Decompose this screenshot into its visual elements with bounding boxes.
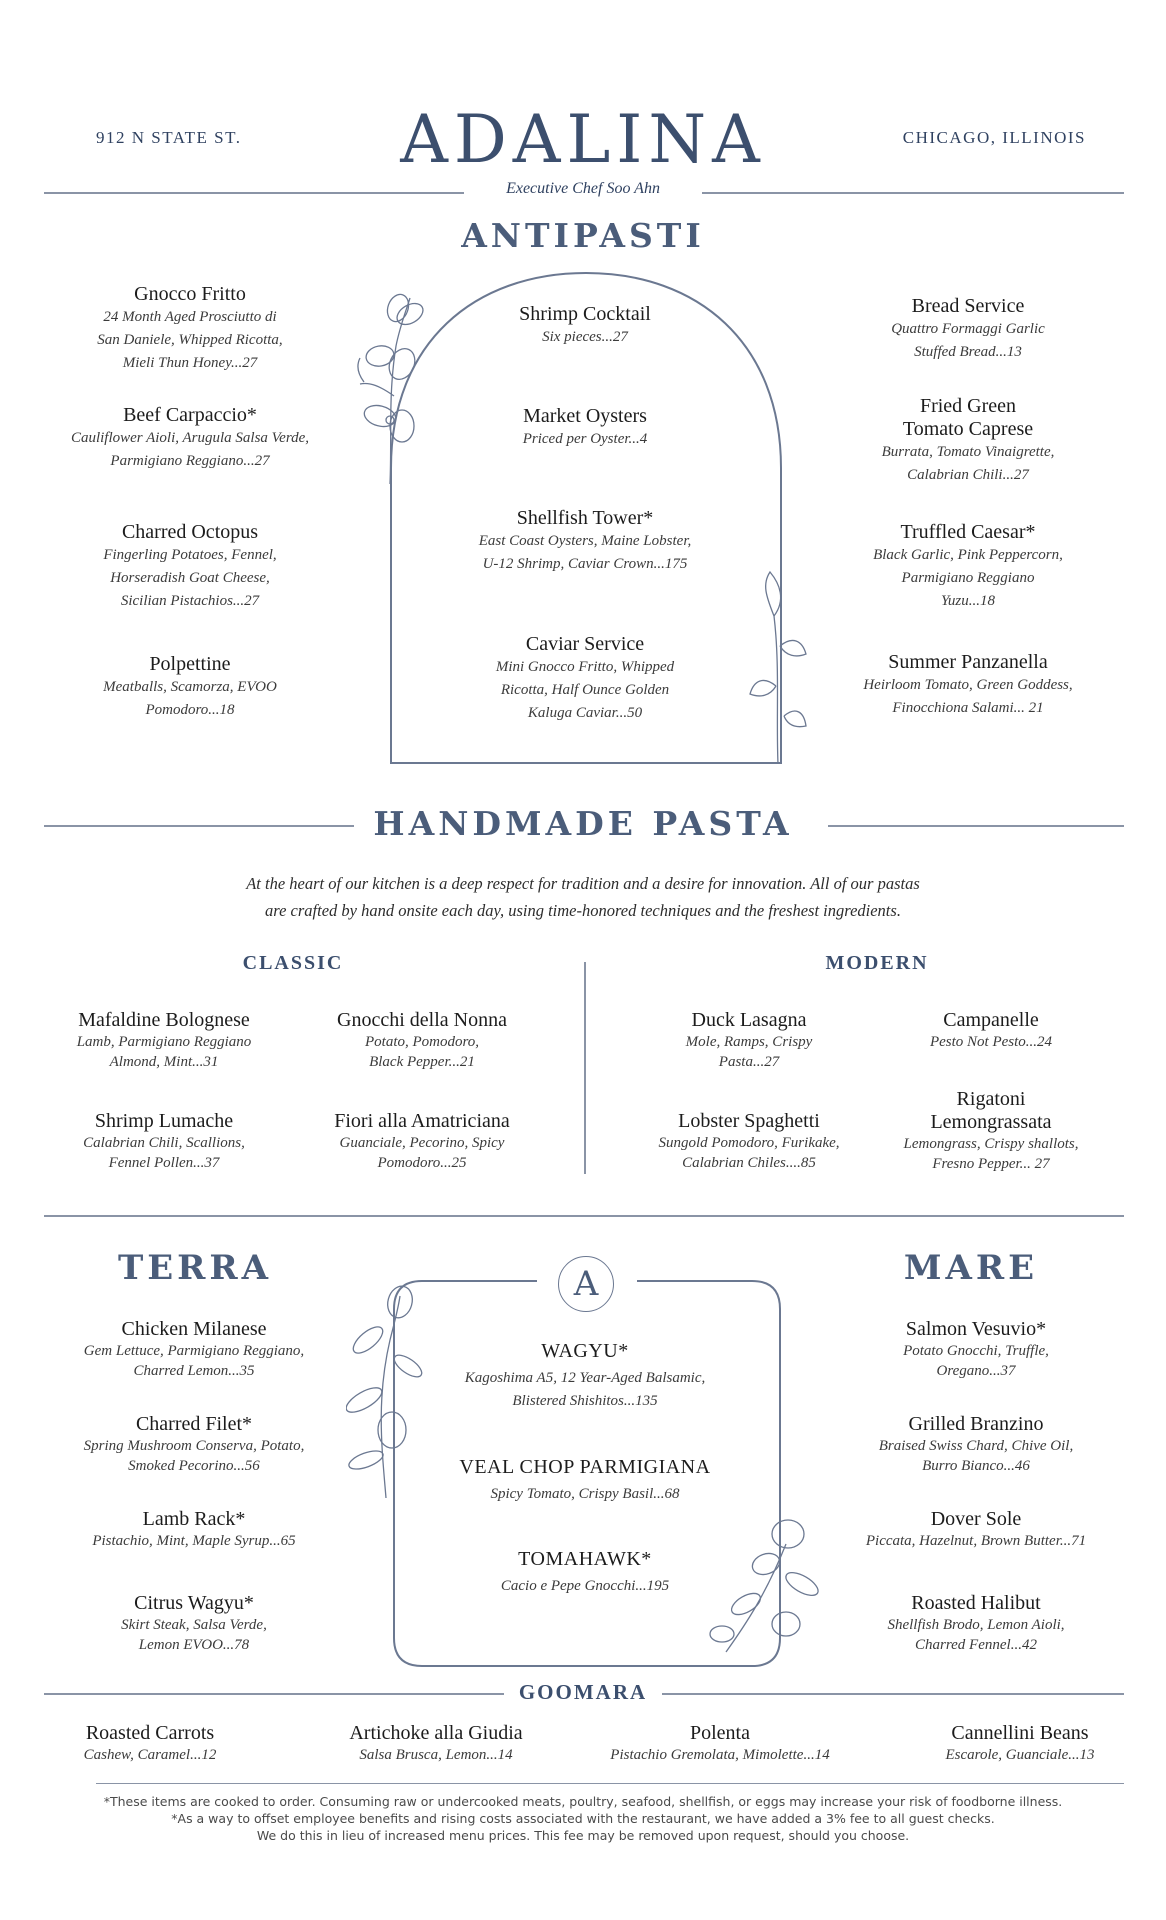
item-name: Gnocco Fritto [134,283,246,305]
menu-item-salmon-vesuvio [826,1318,1126,1381]
menu-item-summer-panzanella [826,651,1110,720]
item-description: Skirt Steak, Salsa Verde, Lemon EVOO...78 [121,1617,267,1653]
item-name: Polpettine [149,653,231,675]
menu-item-beef-carpaccio [30,404,350,473]
item-description: Spring Mushroom Conserva, Potato, Smoked Pecorino...56 [83,1438,305,1474]
item-description: Lamb, Parmigiano Reggiano Almond, Mint...31 [76,1034,252,1070]
item-description: Cashew, Caramel...12 [83,1747,217,1763]
item-name: Cannellini Beans [951,1722,1089,1744]
item-description: Braised Swiss Chard, Chive Oil, Burro Bianco...46 [878,1438,1074,1474]
pasta-rule-right [828,825,1124,827]
item-name: Summer Panzanella [888,651,1048,673]
menu-item-citrus-wagyu [44,1592,344,1655]
menu-item-grilled-branzino [826,1413,1126,1476]
item-description: Gem Lettuce, Parmigiano Reggiano, Charred Lemon...35 [83,1343,305,1379]
item-description: Fingerling Potatoes, Fennel, Horseradish Goat Cheese, Sicilian Pistachios...27 [103,547,277,609]
item-description: Meatballs, Scamorza, EVOO Pomodoro...18 [103,679,277,718]
menu-item-fried-green-tomato-caprese [826,395,1110,487]
item-name: Fiori alla Amatriciana [334,1110,510,1132]
item-name: Roasted Carrots [85,1722,215,1744]
item-name: Charred Filet* [135,1413,253,1435]
item-name: Charred Octopus [121,521,259,543]
menu-item-cannellini-beans [910,1722,1130,1765]
menu-item-polenta [580,1722,860,1765]
item-name: Campanelle [943,1009,1039,1031]
section-rule [44,1215,1124,1217]
footer-line-1: *These items are cooked to order. Consuming raw or undercooked meats, poultry, seafood, shellfish, or eggs may increase your risk of foodborne illness. [103,1794,1063,1809]
item-name: Market Oysters [523,405,647,427]
goomara-rule-right [662,1693,1124,1695]
floral-sprig-left-icon [350,286,430,486]
footer-line-3: We do this in lieu of increased menu prices. This fee may be removed upon request, should you choose. [256,1828,910,1843]
item-description: East Coast Oysters, Maine Lobster, U-12 Shrimp, Caviar Crown...175 [478,533,692,572]
item-name: Duck Lasagna [691,1009,807,1031]
city: CHICAGO, ILLINOIS [902,128,1086,147]
menu-item-rigatoni-lemongrassata [886,1088,1096,1174]
item-description: Six pieces...27 [542,329,628,345]
classic-label: CLASSIC [242,952,344,974]
menu-item-chicken-milanese [44,1318,344,1381]
item-description: Spicy Tomato, Crispy Basil...68 [490,1486,680,1502]
pasta-title: HANDMADE PASTA [373,804,793,843]
menu-item-artichoke-alla-giudia [316,1722,556,1765]
item-name: Caviar Service [525,633,645,655]
item-name: TOMAHAWK* [518,1548,652,1570]
item-name: Grilled Branzino [908,1413,1044,1435]
item-name: VEAL CHOP PARMIGIANA [459,1456,711,1478]
menu-item-truffled-caesar [826,521,1110,613]
floral-calla-right-icon [744,566,814,766]
item-description: Shellfish Brodo, Lemon Aioli, Charred Fennel...42 [887,1617,1065,1653]
menu-item-lamb-rack [44,1508,344,1551]
goomara-rule-left [44,1693,504,1695]
item-description: Priced per Oyster...4 [522,431,648,447]
item-description: Escarole, Guanciale...13 [945,1747,1095,1763]
item-description: Quattro Formaggi Garlic Stuffed Bread...13 [891,321,1045,360]
item-description: Sungold Pomodoro, Furikake, Calabrian Chiles....85 [658,1135,840,1171]
menu-item-fiori-alla-amatriciana [300,1110,544,1173]
item-name: Lamb Rack* [142,1508,246,1530]
menu-item-roasted-carrots [40,1722,260,1765]
menu-item-shellfish-tower [430,507,740,576]
item-name: Shrimp Lumache [94,1110,234,1132]
item-name: Shrimp Cocktail [519,303,651,325]
item-name: Rigatoni Lemongrassata [930,1088,1052,1133]
item-name: Polenta [690,1722,750,1744]
item-name: Lobster Spaghetti [678,1110,820,1132]
modern-label: MODERN [825,952,929,974]
menu-item-lobster-spaghetti [624,1110,874,1173]
menu-item-shrimp-lumache [44,1110,284,1173]
item-description: Cacio e Pepe Gnocchi...195 [500,1578,670,1594]
footer-notes [40,1793,1126,1844]
menu-item-campanelle [886,1009,1096,1052]
monogram-badge: A [558,1256,614,1312]
menu-item-bread-service [826,295,1110,364]
floral-left-icon [346,1280,426,1500]
item-name: Shellfish Tower* [516,507,654,529]
item-description: Salsa Brusca, Lemon...14 [359,1747,513,1763]
item-name: Dover Sole [930,1508,1022,1530]
item-name: Mafaldine Bolognese [78,1009,250,1031]
pasta-divider [584,962,586,1174]
menu-item-tomahawk [420,1548,750,1598]
item-description: 24 Month Aged Prosciutto di San Daniele, Whipped Ricotta, Mieli Thun Honey...27 [97,309,283,371]
menu-item-market-oysters [430,405,740,451]
header-rule-left [44,192,464,194]
executive-chef: Executive Chef Soo Ahn [506,180,660,197]
item-name: Truffled Caesar* [900,521,1036,543]
item-description: Pesto Not Pesto...24 [929,1034,1053,1050]
item-name: Citrus Wagyu* [134,1592,254,1614]
item-description: Pistachio Gremolata, Mimolette...14 [610,1747,830,1763]
item-name: Artichoke alla Giudia [349,1722,523,1744]
item-description: Pistachio, Mint, Maple Syrup...65 [92,1533,296,1549]
pasta-intro: At the heart of our kitchen is a deep respect for tradition and a desire for innovation. All of our pastas are crafted by hand onsite each day, using time-honored techniques and the freshest ingredients. [246,874,920,920]
menu-item-gnocchi-della-nonna [300,1009,544,1072]
item-description: Calabrian Chili, Scallions, Fennel Pollen...37 [83,1135,245,1171]
item-name: Fried Green Tomato Caprese [902,395,1034,440]
item-name: Roasted Halibut [911,1592,1041,1614]
item-description: Kagoshima A5, 12 Year-Aged Balsamic, Blistered Shishitos...135 [464,1370,706,1409]
menu-item-mafaldine-bolognese [44,1009,284,1072]
goomara-title: GOOMARA [518,1680,648,1704]
antipasti-title: ANTIPASTI [461,216,705,255]
restaurant-name: ADALINA [400,101,766,178]
menu-item-caviar-service [430,633,740,725]
menu-item-roasted-halibut [826,1592,1126,1655]
item-description: Potato, Pomodoro, Black Pepper...21 [364,1034,480,1070]
item-name: Salmon Vesuvio* [905,1318,1047,1340]
item-description: Heirloom Tomato, Green Goddess, Finocchiona Salami... 21 [863,677,1073,716]
menu-item-shrimp-cocktail [430,303,740,349]
item-description: Burrata, Tomato Vinaigrette, Calabrian Chili...27 [881,444,1055,483]
item-description: Potato Gnocchi, Truffle, Oregano...37 [903,1343,1049,1379]
item-name: Bread Service [911,295,1025,317]
item-description: Mole, Ramps, Crispy Pasta...27 [685,1034,813,1070]
footer-line-2: *As a way to offset employee benefits and rising costs associated with the restaurant, we have added a 3% fee to all guest checks. [171,1811,995,1826]
item-name: Chicken Milanese [121,1318,267,1340]
item-description: Guanciale, Pecorino, Spicy Pomodoro...25 [339,1135,505,1171]
menu-item-charred-octopus [40,521,340,613]
menu-item-veal-chop-parmigiana [420,1456,750,1506]
footer-rule [96,1783,1124,1784]
menu-item-duck-lasagna [624,1009,874,1072]
menu-item-polpettine [40,653,340,722]
pasta-rule-left [44,825,354,827]
item-name: Gnocchi della Nonna [337,1009,507,1031]
item-description: Mini Gnocco Fritto, Whipped Ricotta, Half Ounce Golden Kaluga Caviar...50 [495,659,675,721]
item-name: WAGYU* [541,1340,629,1362]
address: 912 N STATE ST. [96,128,242,147]
header-rule-right [702,192,1124,194]
menu-item-gnocco-fritto [40,283,340,375]
item-description: Black Garlic, Pink Peppercorn, Parmigiano Reggiano Yuzu...18 [873,547,1063,609]
item-description: Cauliflower Aioli, Arugula Salsa Verde, Parmigiano Reggiano...27 [70,430,310,469]
item-description: Piccata, Hazelnut, Brown Butter...71 [865,1533,1087,1549]
menu-item-wagyu [420,1340,750,1413]
item-name: Beef Carpaccio* [123,404,257,426]
mare-title: MARE [903,1248,1039,1288]
terra-title: TERRA [117,1248,273,1288]
menu-item-charred-filet [44,1413,344,1476]
item-description: Lemongrass, Crispy shallots, Fresno Pepper... 27 [903,1136,1079,1172]
menu-item-dover-sole [826,1508,1126,1551]
